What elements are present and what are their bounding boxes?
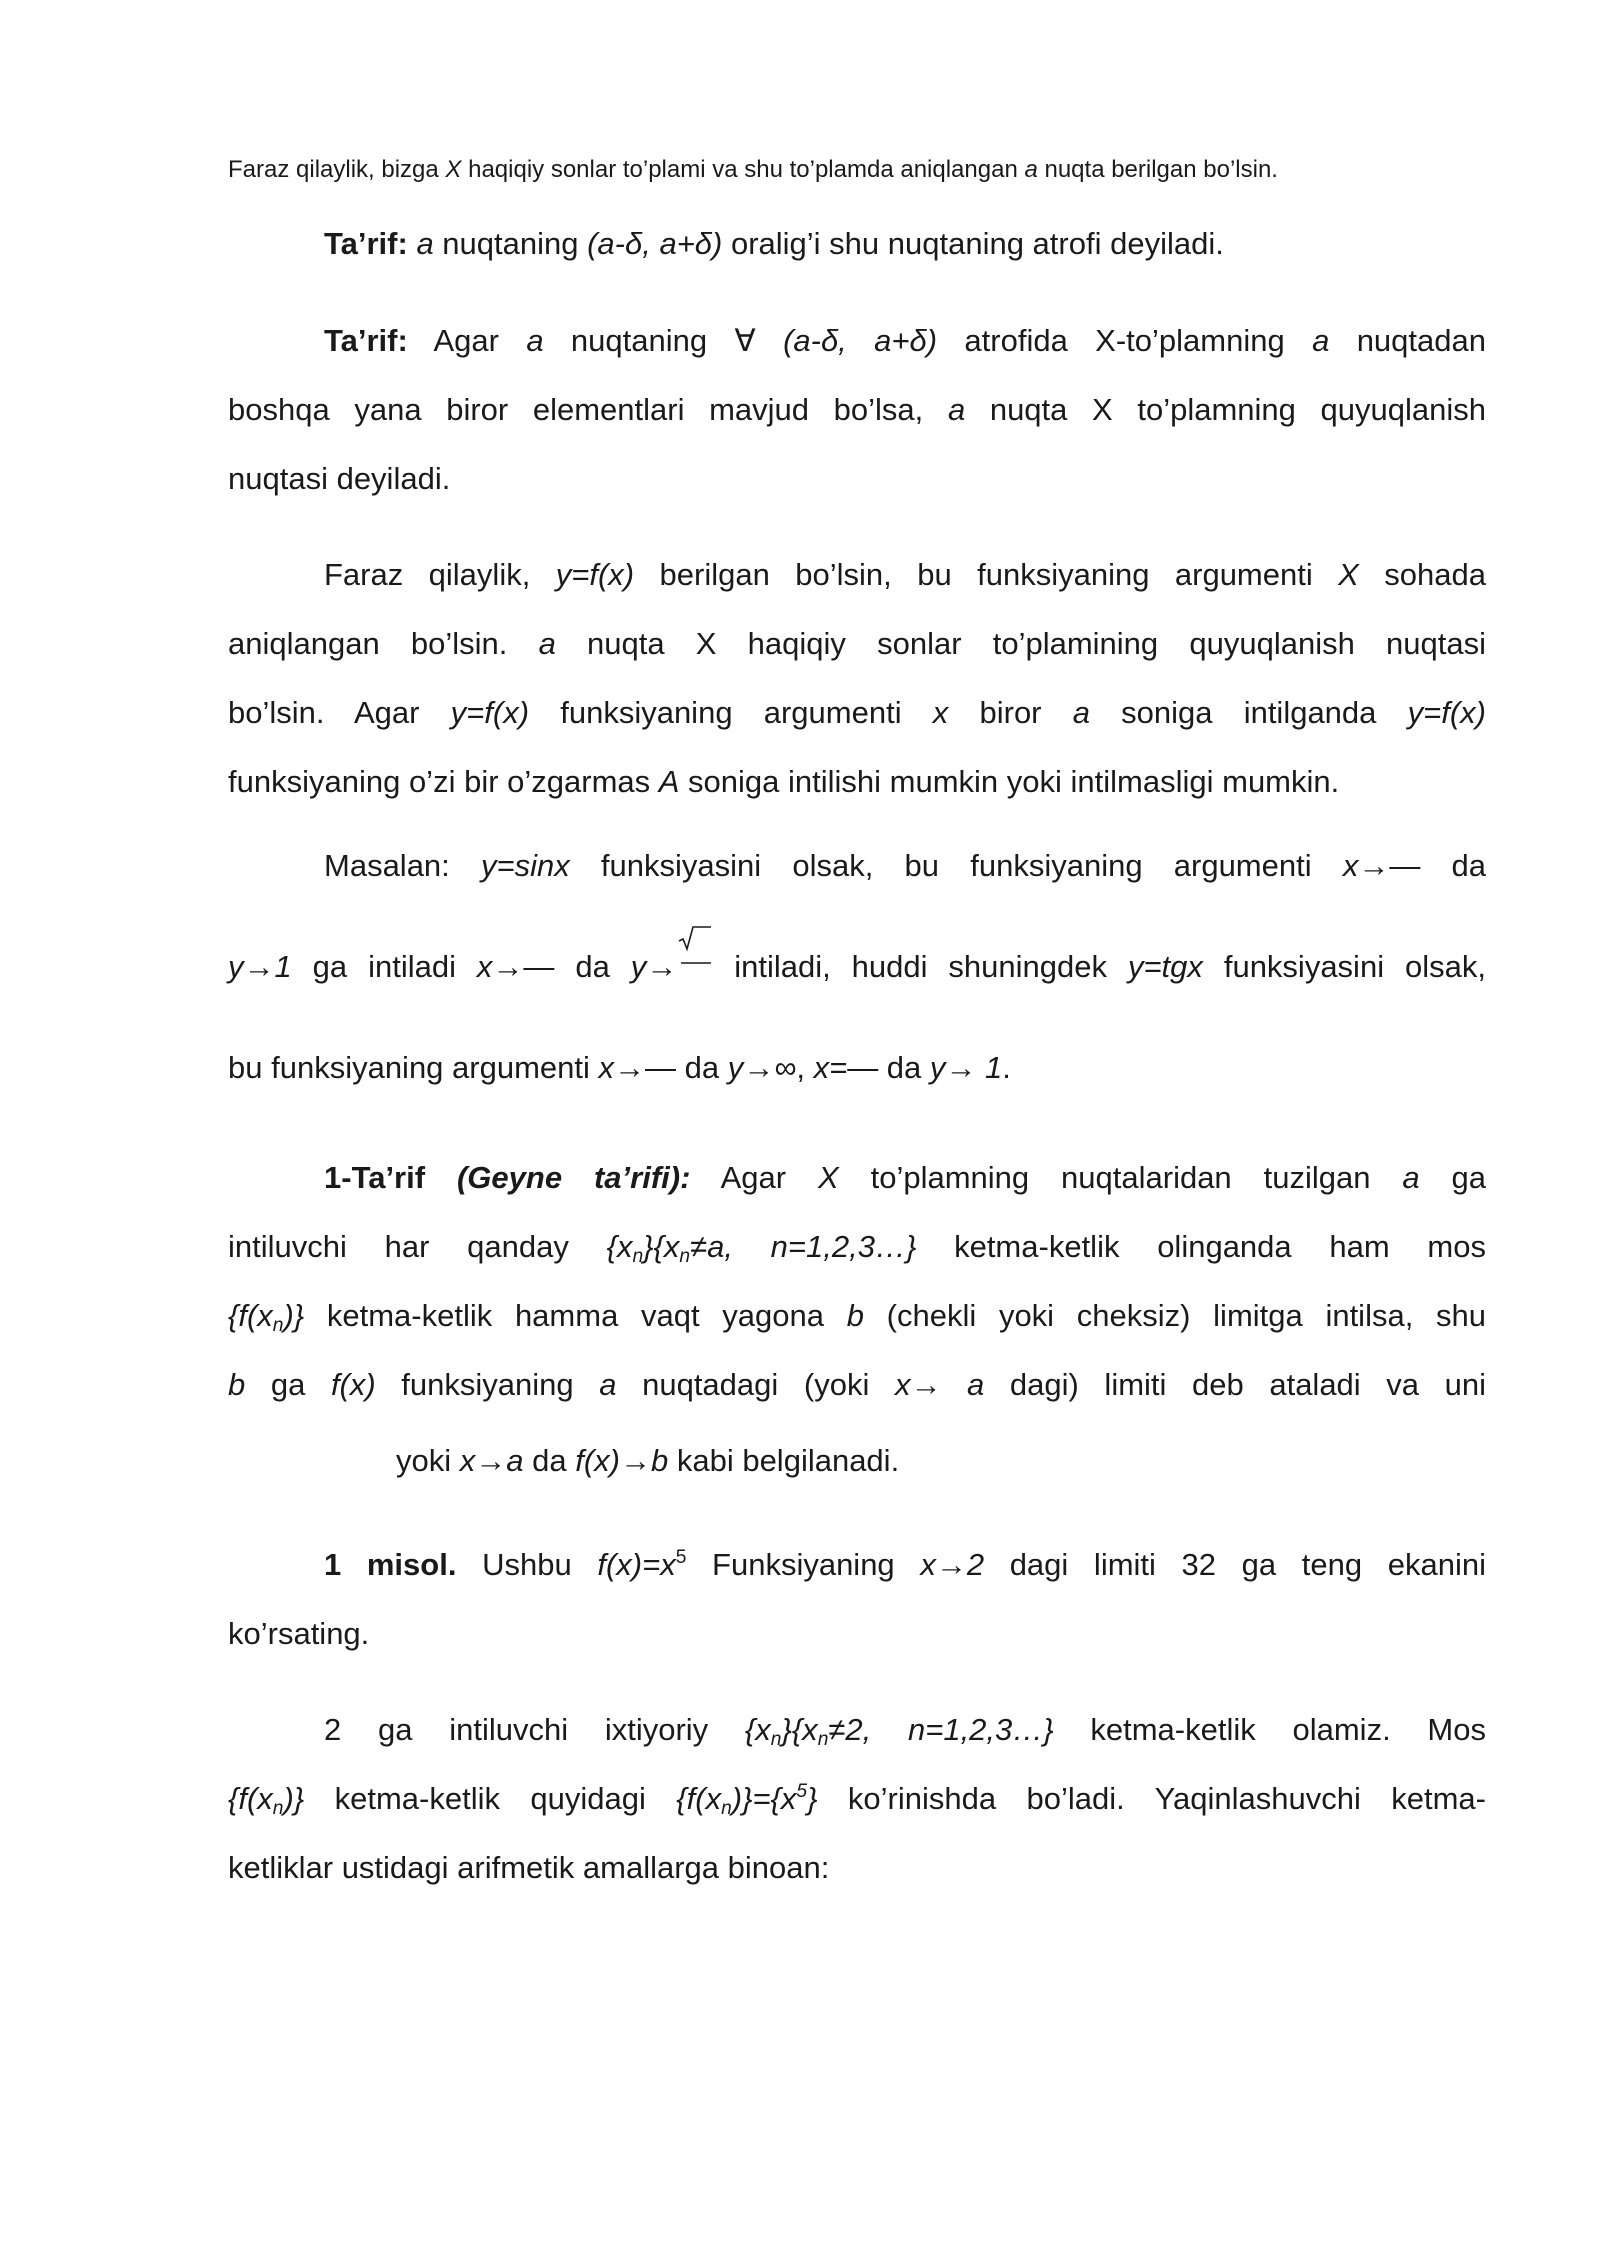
def2-a: a [947,392,966,427]
definition-1 [228,209,1486,278]
para3-text: aniqlangan bo’lsin. [228,626,539,661]
misol-text: ko’rsating. [228,1616,370,1651]
para3-x-set: X [1338,557,1359,592]
y-tends: y→ [630,949,678,984]
solution-text: ketliklar ustidagi arifmetik amallarga binoan: [228,1850,830,1885]
example-text: da [676,1050,728,1085]
y-eq-fx: y=f(x) [450,695,530,730]
heine-text: funksiyaning [375,1367,600,1402]
def2-interval: (a-δ, a+δ) [755,323,938,358]
subscript-n: n [632,1246,644,1267]
misol-line-2 [228,1599,1486,1668]
def1-interval: (a-δ, a+δ) [587,226,723,261]
def2-a: a [1312,323,1330,358]
def2-text: nuqta X to’plamning quyuqlanish [965,392,1486,427]
example-text: Masalan: [324,848,481,883]
sqrt-icon [677,933,713,963]
example-text: bu funksiyaning argumenti [228,1050,599,1085]
solution-text: ketma-ketlik olamiz. Mos [1053,1712,1486,1747]
sequence-fxn: } [807,1781,818,1816]
sequence-xn: {x [744,1712,771,1747]
sequence-fxn: )} [283,1298,305,1333]
example-text: da [878,1050,930,1085]
solution-line-2 [228,1764,1486,1833]
def2-text: nuqtasi deyiladi. [228,461,451,496]
example-text: intiladi, huddi shuningdek [713,949,1128,984]
sequence-xn: }{x [643,1229,680,1264]
intro-paragraph [228,148,1486,192]
fraction-bar: — [1389,848,1421,883]
definition-2-line-2 [228,375,1486,444]
f-of-x: f(x)=x [597,1547,676,1582]
example-line-2 [228,932,1486,1001]
def1-text: oralig’i shu nuqtaning atrofi deyiladi. [722,226,1224,261]
def2-text: boshqa yana biror elementlari mavjud bo’lsa, [228,392,948,427]
sequence-xn: }{x [781,1712,818,1747]
solution-text: 2 ga intiluvchi ixtiyoriy [324,1712,745,1747]
exponent: 5 [675,1547,687,1568]
fx-tends: f(x)→ [575,1443,651,1478]
intro-text: haqiqiy sonlar to’plami va shu to’plamda aniqlangan [461,156,1025,183]
heine-b: b [650,1443,669,1478]
subscript-n: n [272,1798,284,1819]
sequence-xn: {x [606,1229,633,1264]
x-tends-2: x→2 [920,1547,985,1582]
para3-text: soniga intilganda [1089,695,1408,730]
misol-line-1 [228,1530,1486,1599]
sequence-fxn: )}={x [731,1781,797,1816]
example-text: . [1002,1050,1011,1085]
intro-text: nuqta berilgan bo’lsin. [1037,156,1278,183]
paragraph-3-line-2 [228,609,1486,678]
heine-text: ga [1419,1160,1486,1195]
paragraph-3-line-1 [228,540,1486,609]
subscript-n: n [679,1246,691,1267]
def2-text: nuqtadan [1329,323,1486,358]
example-line-1 [228,831,1486,900]
heine-text: ketma-ketlik olinganda ham mos [916,1229,1486,1264]
intro-text: Faraz qilaylik, bizga [228,156,446,183]
fraction-bar: — [847,1050,879,1085]
example-text: funksiyasini olsak, [1202,949,1486,984]
para3-text: nuqta X haqiqiy sonlar to’plamining quyuqlanish nuqtasi [555,626,1486,661]
para3-text: sohada [1358,557,1486,592]
heine-name: (Geyne ta’rifi): [425,1160,691,1195]
misol-label: 1 misol. [324,1547,457,1582]
fraction-bar: — [523,949,555,984]
para3-text: berilgan bo’lsin, bu funksiyaning argumenti [634,557,1339,592]
heine-text: ga [245,1367,331,1402]
def2-text: nuqtaning [543,323,735,358]
heine-fx: f(x) [330,1367,376,1402]
heine-text: nuqtadagi (yoki [616,1367,895,1402]
example-text: da [1420,848,1486,883]
sequence-fxn: {f(x [228,1781,273,1816]
def2-a: a [526,323,544,358]
example-text: funksiyasini olsak, bu funksiyaning argumenti [569,848,1343,883]
y-eq-sinx: y=sinx [481,848,570,883]
sequence-fxn: )} [283,1781,305,1816]
example-text: da [554,949,631,984]
def2-text: Agar [407,323,527,358]
subscript-n: n [721,1798,732,1819]
heine-text: to’plamning nuqtalaridan tuzilgan [838,1160,1403,1195]
sequence-fxn: {f(x [676,1781,722,1816]
y-eq-fx: y=f(x) [1407,695,1486,730]
def1-text: nuqtaning [433,226,588,261]
example-line-3 [228,1033,1486,1102]
para3-text: Faraz qilaylik, [324,557,556,592]
intro-a: a [1024,156,1038,183]
heine-text: intiluvchi har qanday [228,1229,607,1264]
para3-a: a [1072,695,1090,730]
definition-label: Ta’rif: [324,323,408,358]
para3-text: funksiyaning o’zi bir o’zgarmas [228,764,659,799]
heine-text: dagi) limiti deb ataladi va uni [984,1367,1486,1402]
def2-text: atrofida X-to’plamning [937,323,1313,358]
fraction-bar: — [645,1050,677,1085]
def1-a: a [416,226,434,261]
example-text: , [796,1050,814,1085]
para3-text: bo’lsin. Agar [228,695,451,730]
x-tends-a: x→ a [894,1367,985,1402]
para3-text: soniga intilishi mumkin yoki intilmasligi mumkin. [679,764,1340,799]
x-tends: x→ [476,949,524,984]
subscript-n: n [272,1315,284,1336]
y-tends-1: y→1 [228,949,292,984]
para3-x: x [932,695,949,730]
y-eq-tgx: y=tgx [1127,949,1203,984]
sequence-condition: ≠a, n=1,2,3…} [690,1229,917,1264]
paragraph-3-line-4 [228,747,1486,816]
misol-text: Ushbu [456,1547,598,1582]
solution-line-3 [228,1833,1486,1902]
para3-text: biror [948,695,1073,730]
heine-text: yoki [396,1443,460,1478]
solution-text: ko’rinishda bo’ladi. Yaqinlashuvchi ketma- [817,1781,1486,1816]
sequence-fxn: {f(x [228,1298,273,1333]
para3-text: funksiyaning argumenti [529,695,933,730]
heine-text: ketma-ketlik hamma vaqt yagona [304,1298,847,1333]
heine-text: da [523,1443,576,1478]
x-tends-a: x→a [459,1443,524,1478]
heine-x-set: X [818,1160,839,1195]
y-tends-infinity: y→∞ [727,1050,797,1085]
heine-definition-line-4 [228,1350,1486,1419]
heine-definition-line-2 [228,1212,1486,1281]
exponent: 5 [796,1781,808,1802]
heine-text: kabi belgilanadi. [668,1443,900,1478]
heine-b: b [228,1367,246,1402]
misol-text: Funksiyaning [686,1547,921,1582]
para3-big-a: A [658,764,680,799]
solution-line-1 [228,1695,1486,1764]
definition-label: 1-Ta’rif [324,1160,426,1195]
x-tends: x→ [1342,848,1390,883]
sequence-condition: ≠2, n=1,2,3…} [828,1712,1054,1747]
heine-definition-line-1 [228,1143,1486,1212]
misol-text: dagi limiti 32 ga teng ekanini [984,1547,1486,1582]
forall-symbol: ∀ [734,323,756,358]
heine-definition-line-3 [228,1281,1486,1350]
y-eq-fx: y=f(x) [555,557,635,592]
solution-text: ketma-ketlik quyidagi [304,1781,677,1816]
heine-text: Agar [690,1160,818,1195]
y-tends-1: y→ 1 [929,1050,1003,1085]
subscript-n: n [817,1729,829,1750]
para3-a: a [538,626,556,661]
x-equals: x= [813,1050,848,1085]
definition-label: Ta’rif: [324,226,408,261]
heine-definition-line-5 [228,1426,1486,1495]
subscript-n: n [770,1729,782,1750]
definition-2-line-1 [228,306,1486,375]
example-text: ga intiladi [291,949,477,984]
definition-2-line-3 [228,444,1486,513]
x-tends: x→ [598,1050,646,1085]
paragraph-3-line-3 [228,678,1486,747]
heine-text: (chekli yoki cheksiz) limitga intilsa, shu [863,1298,1486,1333]
heine-a: a [1402,1160,1420,1195]
heine-b: b [846,1298,864,1333]
intro-x: X [445,156,462,183]
heine-a: a [599,1367,617,1402]
